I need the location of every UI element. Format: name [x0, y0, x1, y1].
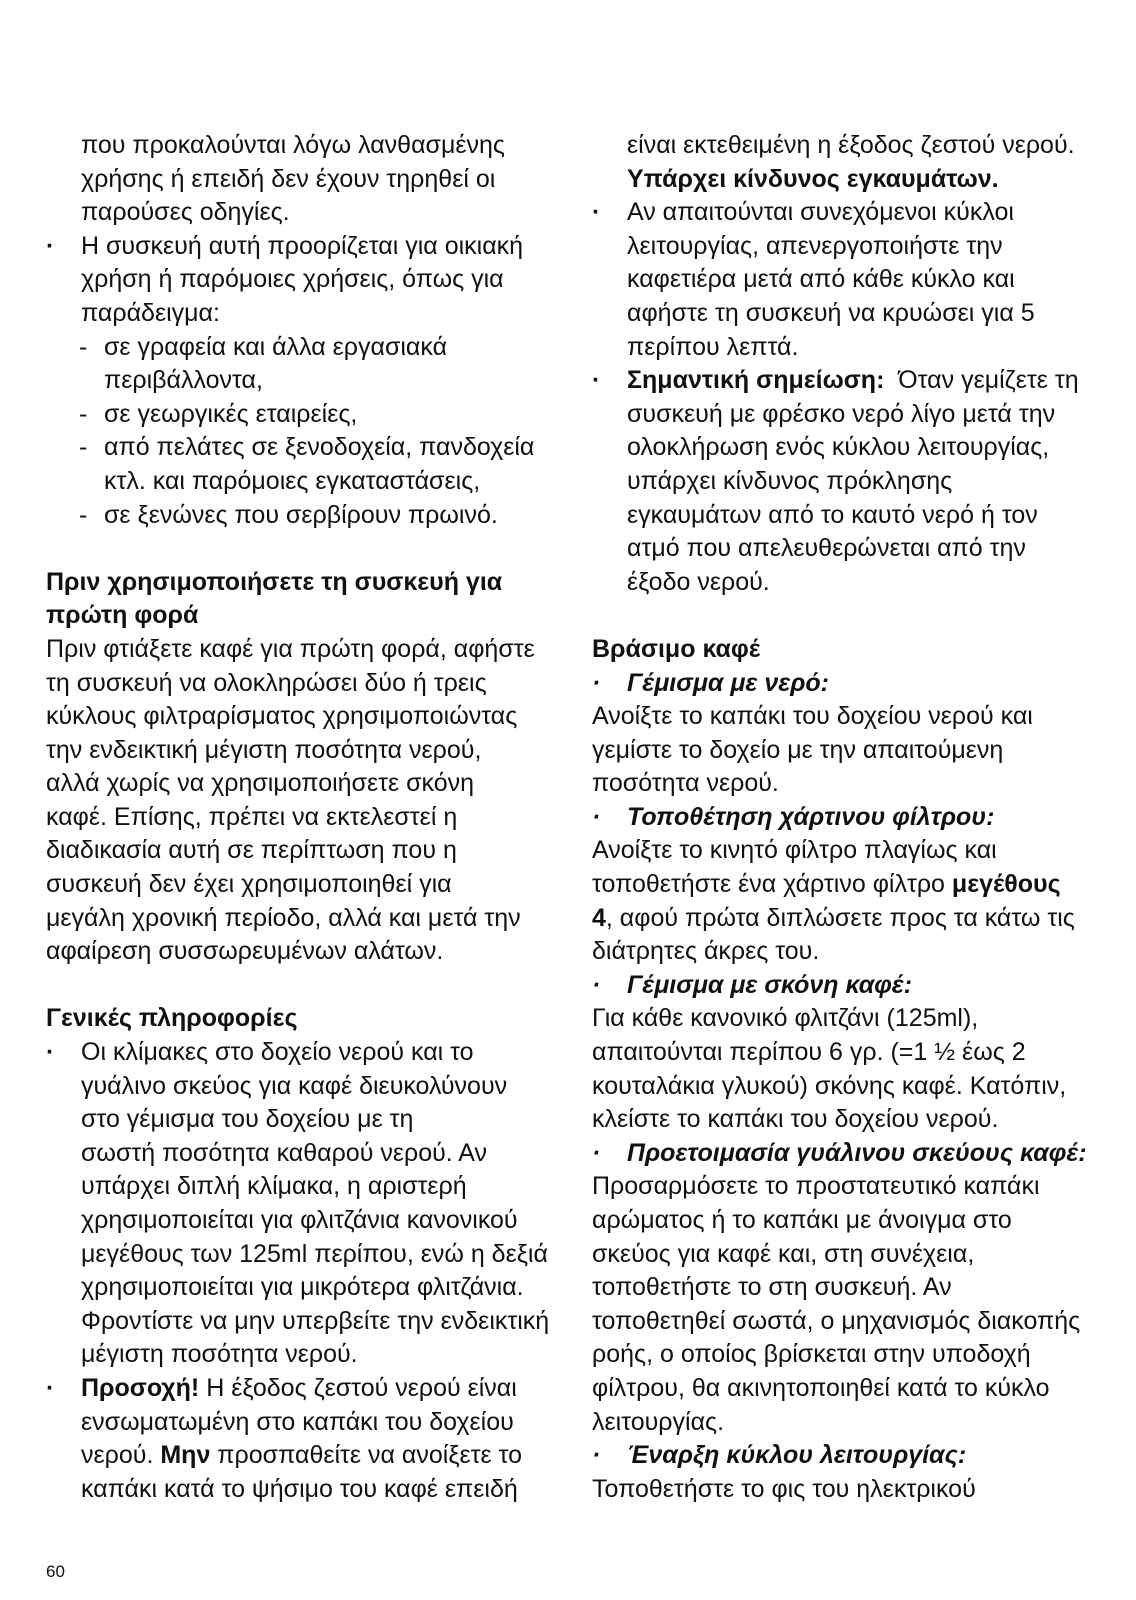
text-line: συσκευή με φρέσκο νερό λίγο μετά την: [627, 399, 1056, 428]
text-span: Η έξοδος ζεστού νερού είναι: [199, 1373, 517, 1402]
text-line: Πριν φτιάξετε καφέ για πρώτη φορά, αφήστε: [46, 634, 535, 663]
text-line: είναι εκτεθειμένη η έξοδος ζεστού νερού.: [627, 131, 1075, 159]
text-line: υπάρχει κίνδυνος πρόκλησης: [627, 466, 953, 495]
step-heading: · Τοποθέτηση χάρτινου φίλτρου:: [592, 801, 1102, 835]
bullet-item: [46, 1372, 546, 1406]
text-line: αρώματος ή το καπάκι με άνοιγμα στο: [592, 1206, 1012, 1234]
text-line: έξοδο νερού.: [627, 567, 770, 596]
text-line: γεμίστε το δοχείο με την απαιτούμενη: [592, 735, 1004, 764]
text-line: περιβάλλοντα,: [104, 366, 263, 395]
text-line: περίπου λεπτά.: [627, 332, 799, 361]
text-line: Για κάθε κανονικό φλιτζάνι (125ml),: [592, 1004, 979, 1033]
text-line: σκεύος για καφέ και, στη συνέχεια,: [592, 1239, 975, 1268]
text-line: κουταλάκια γλυκού) σκόνης καφέ. Κατόπιν,: [592, 1071, 1067, 1100]
text-line: ατμό που απελευθερώνεται από την: [627, 534, 1026, 563]
page-number: 60: [46, 1562, 65, 1581]
text-line: λειτουργίας.: [592, 1407, 725, 1436]
step-heading: · Προετοιμασία γυάλινου σκεύους καφέ:: [592, 1137, 1102, 1171]
text-line: μεγέθους των 125ml περίπου, ενώ η δεξιά: [81, 1239, 548, 1268]
text-line: γυάλινο σκεύος για καφέ διευκολύνουν: [81, 1071, 508, 1100]
text-line: καπάκι κατά το ψήσιμο του καφέ επειδή: [81, 1474, 518, 1503]
text-line: κλείστε το καπάκι του δοχείου νερού.: [592, 1105, 999, 1134]
section-heading: Βράσιμο καφέ: [592, 634, 761, 663]
dash-item: - σε γεωργικές εταιρείες,: [46, 398, 546, 432]
emphasis-text: Μην: [160, 1441, 211, 1470]
text-line: φίλτρου, θα ακινητοποιηθεί κατά το κύκλο: [592, 1373, 1050, 1402]
section-heading: Πριν χρησιμοποιήσετε τη συσκευή για: [46, 567, 503, 596]
text-line: διάτρητες άκρες του.: [592, 937, 820, 966]
warning-label: Προσοχή!: [81, 1373, 200, 1402]
text-line: ολοκλήρωση ενός κύκλου λειτουργίας,: [627, 433, 1050, 462]
warning-text: Υπάρχει κίνδυνος εγκαυμάτων.: [627, 164, 999, 193]
text-span: Όταν γεμίζετε τη: [884, 366, 1079, 395]
text-line: αλλά χωρίς να χρησιμοποιήσετε σκόνη: [46, 769, 475, 798]
text-line: ποσότητα νερού.: [592, 769, 779, 798]
text-line: χρήσης ή επειδή δεν έχουν τηρηθεί οι: [81, 164, 496, 193]
text-line: Τοποθετήστε το φις του ηλεκτρικού: [592, 1474, 976, 1503]
bullet-item: · Αν απαιτούνται συνεχόμενοι κύκλοι: [592, 196, 1102, 230]
text-line: καφέ. Επίσης, πρέπει να εκτελεστεί η: [46, 802, 458, 831]
text-line: σωστή ποσότητα καθαρού νερού. Αν: [81, 1138, 488, 1167]
text-line: την ενδεικτική μέγιστη ποσότητα νερού,: [46, 735, 482, 764]
text-line: που προκαλούνται λόγω λανθασμένης: [81, 131, 505, 159]
note-label: Σημαντική σημείωση:: [627, 366, 885, 395]
text-line: Ανοίξτε το καπάκι του δοχείου νερού και: [592, 702, 1033, 731]
text-span: νερού.: [81, 1441, 161, 1470]
dash-item: - από πελάτες σε ξενοδοχεία, πανδοχεία: [46, 431, 546, 465]
text-line: τοποθετήστε το στη συσκευή. Αν: [592, 1273, 952, 1302]
text-line: παράδειγμα:: [81, 298, 220, 327]
text-line: ενσωματωμένη στο καπάκι του δοχείου: [81, 1407, 514, 1436]
text-line: απαιτούνται περίπου 6 γρ. (=1 ½ έως 2: [592, 1038, 1026, 1067]
section-heading: πρώτη φορά: [46, 601, 199, 630]
text-line: συσκευή δεν έχει χρησιμοποιηθεί για: [46, 870, 452, 899]
step-heading: · Γέμισμα με σκόνη καφέ:: [592, 969, 1102, 1003]
text-line: [46, 1439, 546, 1473]
text-line: χρήση ή παρόμοιες χρήσεις, όπως για: [81, 265, 504, 294]
text-line: αφήστε τη συσκευή να κρυώσει για 5: [627, 298, 1035, 327]
text-line: τη συσκευή να ολοκληρώσει δύο ή τρεις: [46, 668, 487, 697]
text-line: παρούσες οδηγίες.: [81, 198, 290, 227]
text-span: τοποθετήστε ένα χάρτινο φίλτρο: [592, 870, 952, 899]
emphasis-text: μεγέθους: [951, 870, 1061, 899]
text-line: κτλ. και παρόμοιες εγκαταστάσεις,: [104, 466, 481, 495]
section-heading: Γενικές πληροφορίες: [46, 1004, 298, 1033]
left-column: [46, 129, 550, 1506]
text-line: υπάρχει διπλή κλίμακα, η αριστερή: [81, 1172, 467, 1201]
dash-item: - σε ξενώνες που σερβίρουν πρωινό.: [46, 499, 546, 533]
bullet-item: · Η συσκευή αυτή προορίζεται για οικιακή: [46, 230, 546, 264]
text-line: κύκλους φιλτραρίσματος χρησιμοποιώντας: [46, 702, 518, 731]
text-line: [592, 902, 1102, 936]
text-line: Ανοίξτε το κινητό φίλτρο πλαγίως και: [592, 836, 997, 865]
text-line: Φροντίστε να μην υπερβείτε την ενδεικτική: [81, 1306, 550, 1335]
text-line: τοποθετηθεί σωστά, ο μηχανισμός διακοπής: [592, 1306, 1081, 1335]
text-line: λειτουργίας, απενεργοποιήστε την: [627, 231, 1003, 260]
text-line: μέγιστη ποσότητα νερού.: [81, 1340, 358, 1369]
text-span: , αφού πρώτα διπλώσετε προς τα κάτω τις: [605, 903, 1075, 932]
bullet-item: · Οι κλίμακες στο δοχείο νερού και το: [46, 1036, 546, 1070]
text-line: ροής, ο οποίος βρίσκεται στην υποδοχή: [592, 1340, 1031, 1369]
step-heading: · Γέμισμα με νερό:: [592, 667, 1102, 701]
step-heading: · Έναρξη κύκλου λειτουργίας:: [592, 1439, 1102, 1473]
dash-item: - σε γραφεία και άλλα εργασιακά: [46, 331, 546, 365]
text-line: μεγάλη χρονική περίοδο, αλλά και μετά την: [46, 903, 521, 932]
bullet-item: [592, 364, 1102, 398]
emphasis-text: 4: [592, 903, 606, 932]
text-line: [592, 868, 1102, 902]
text-line: εγκαυμάτων από το καυτό νερό ή τον: [627, 500, 1038, 529]
text-line: στο γέμισμα του δοχείου με τη: [81, 1105, 414, 1134]
text-line: διαδικασία αυτή σε περίπτωση που η: [46, 836, 457, 865]
text-line: χρησιμοποιείται για φλιτζάνια κανονικού: [81, 1206, 518, 1234]
right-column: [592, 129, 1102, 1506]
text-line: αφαίρεση συσσωρευμένων αλάτων.: [46, 937, 444, 966]
text-span: προσπαθείτε να ανοίξετε το: [210, 1441, 523, 1470]
text-line: χρησιμοποιείται για μικρότερα φλιτζάνια.: [81, 1273, 524, 1302]
text-line: Προσαρμόσετε το προστατευτικό καπάκι: [592, 1172, 1040, 1201]
text-line: καφετιέρα μετά από κάθε κύκλο και: [627, 265, 1015, 294]
